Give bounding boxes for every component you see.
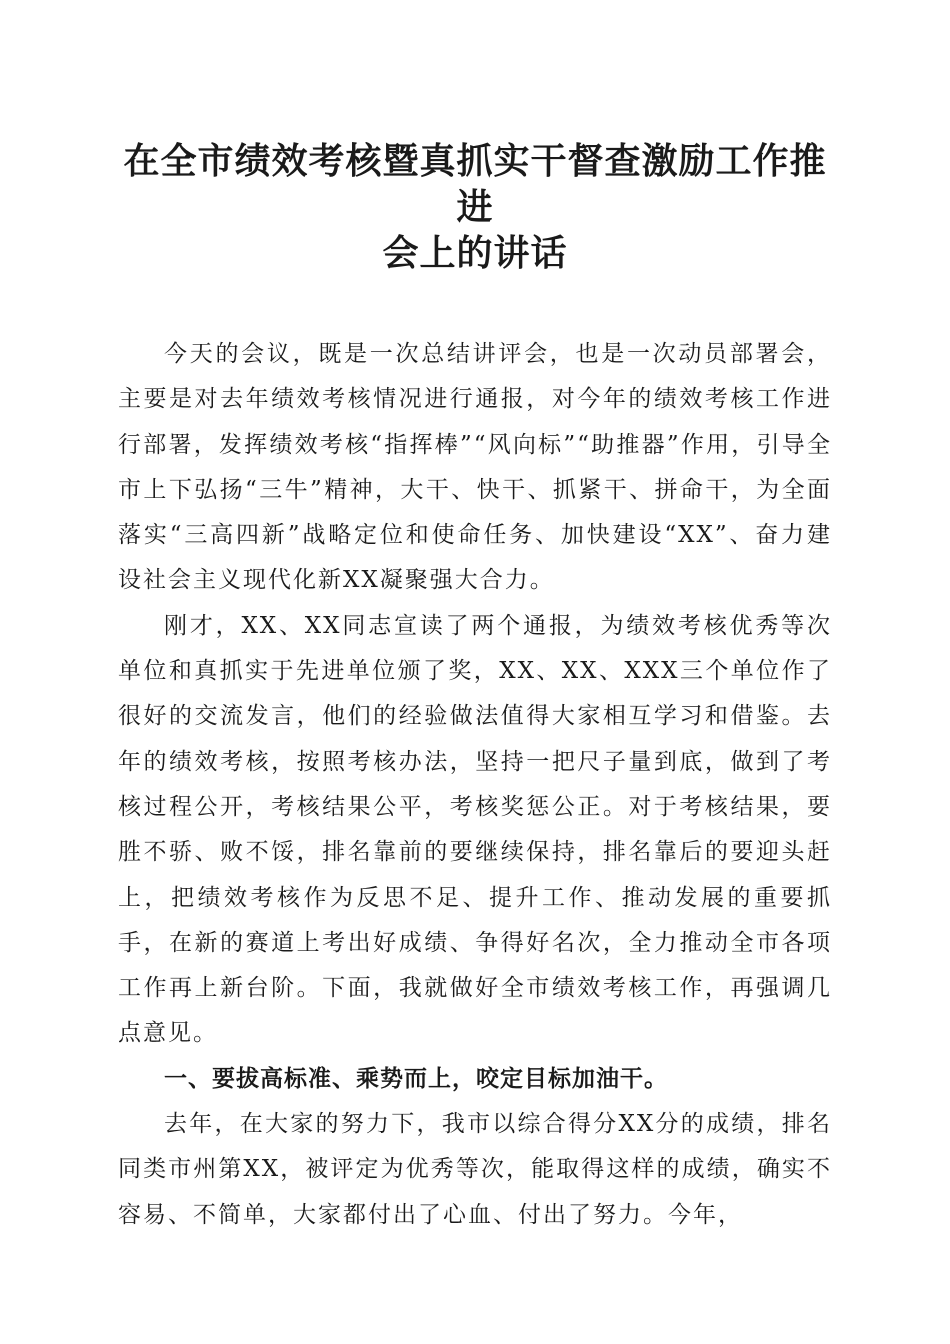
title-line-1: 在全市绩效考核暨真抓实干督查激励工作推进: [123, 140, 827, 228]
paragraph-1: 今天的会议，既是一次总结讲评会，也是一次动员部署会，主要是对去年绩效考核情况进行通报，对今年的绩效考核工作进行部署，发挥绩效考核“指挥棒”“风向标”“助推器”作用，引导全市上下弘扬“三牛”精神，大干、快干、抓紧干、拼命干，为全面落实“三高四新”战略定位和使命任务、加快建设“XX”、奋力建设社会主义现代化新XX凝聚强大合力。: [118, 341, 832, 594]
title-line-2: 会上的讲话: [382, 232, 568, 274]
document-title: [118, 138, 832, 276]
paragraph-2: 刚才，XX、XX同志宣读了两个通报，为绩效考核优秀等次单位和真抓实于先进单位颁了奖，XX、XX、XXX三个单位作了很好的交流发言，他们的经验做法值得大家相互学习和借鉴。去年的绩效考核，按照考核办法，坚持一把尺子量到底，做到了考核过程公开，考核结果公平，考核奖惩公正。对于考核结果，要胜不骄、败不馁，排名靠前的要继续保持，排名靠后的要迎头赶上，把绩效考核作为反思不足、提升工作、推动发展的重要抓手，在新的赛道上考出好成绩、争得好名次，全力推动全市各项工作再上新台阶。下面，我就做好全市绩效考核工作，再强调几点意见。: [118, 612, 832, 1047]
paragraph-3: 去年，在大家的努力下，我市以综合得分XX分的成绩，排名同类市州第XX，被评定为优秀等次，能取得这样的成绩，确实不容易、不简单，大家都付出了心血、付出了努力。今年，: [118, 1111, 832, 1228]
section-heading-1: 一、要拔高标准、乘势而上，咬定目标加油干。: [164, 1065, 668, 1092]
document-body: [118, 332, 832, 1238]
